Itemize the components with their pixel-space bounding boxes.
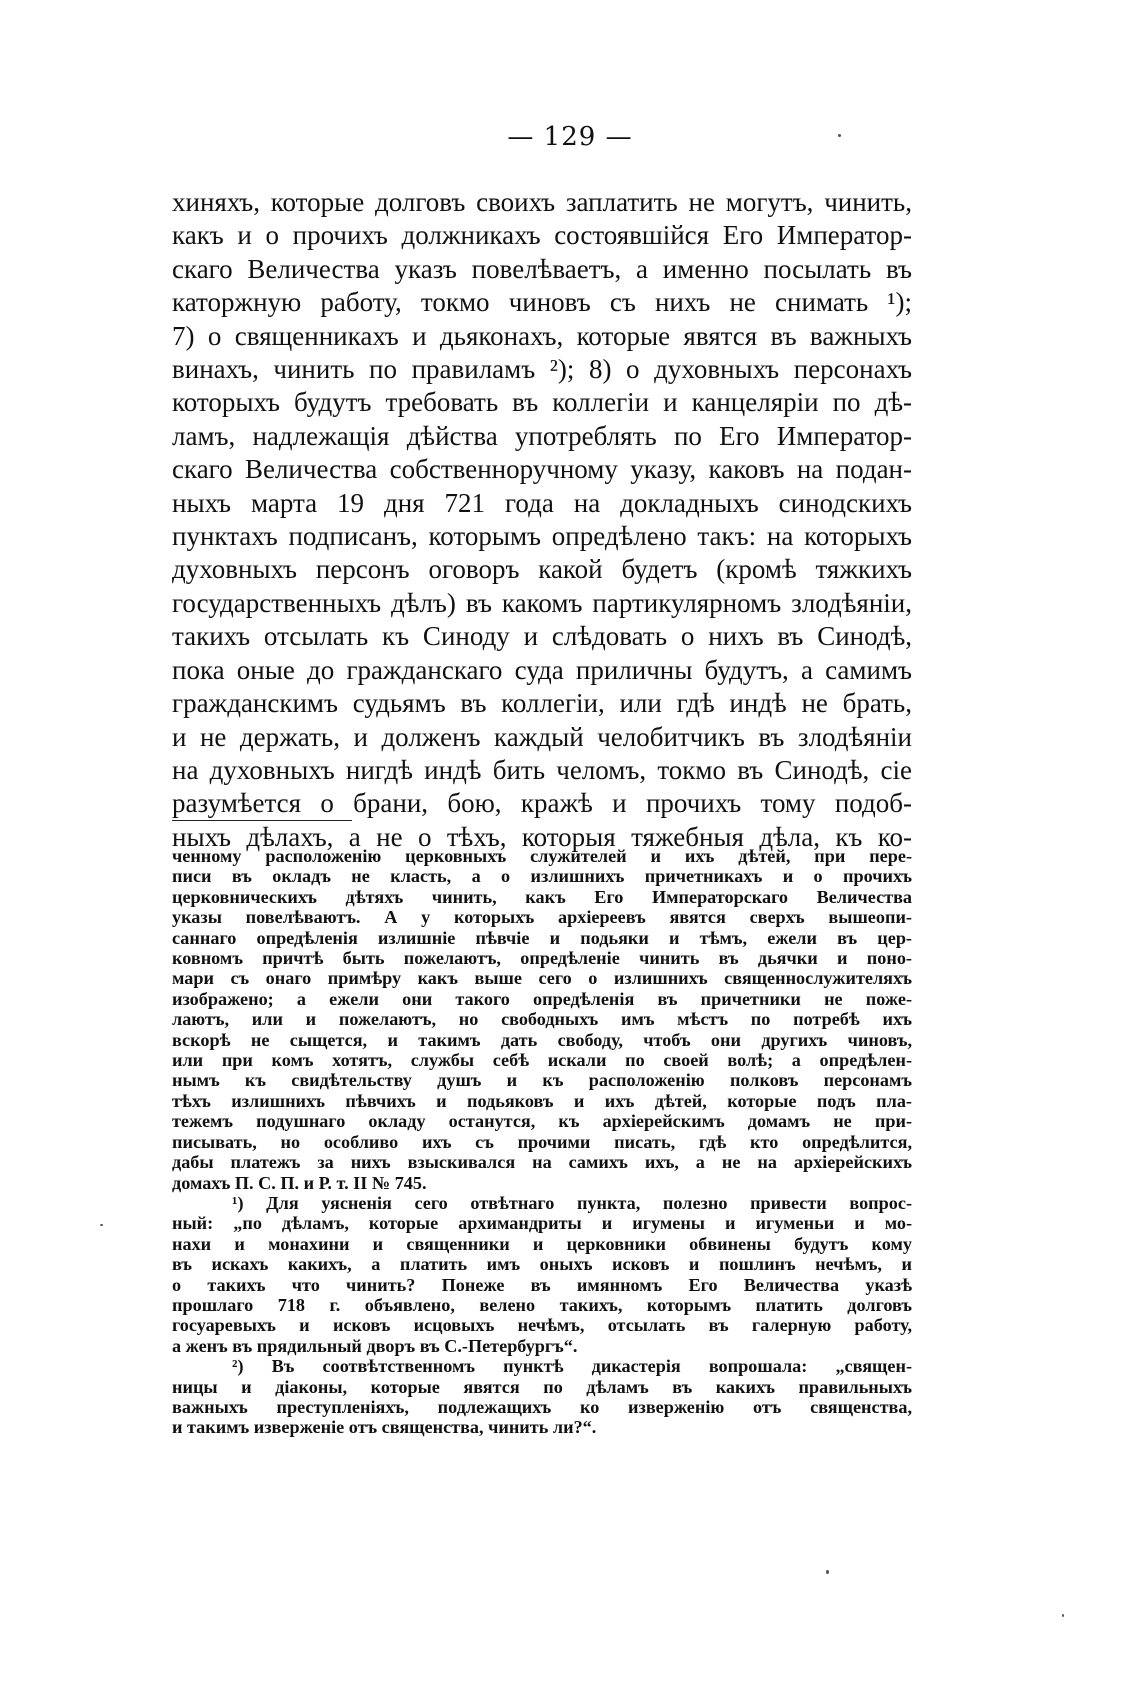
main-body-text bbox=[172, 186, 912, 854]
footnote-line: нахи и монахини и священники и церковники обвинены будутъ кому bbox=[172, 1233, 912, 1254]
body-line: скаго Величества указъ повелѣваетъ, а именно посылать въ bbox=[172, 253, 912, 284]
footnote-continuation bbox=[172, 846, 912, 1193]
footnote-line: лаютъ, или и пожелаютъ, но свободныхъ имъ мѣстъ по потребѣ ихъ bbox=[172, 1009, 912, 1030]
footnote-line: госуаревыхъ и исковъ исцовыхъ нечѣмъ, отсылать въ галерную работу, bbox=[172, 1315, 912, 1336]
body-line: 7) о священникахъ и дьяконахъ, которые явятся въ важныхъ bbox=[172, 320, 912, 351]
body-line: скаго Величества собственноручному указу, каковъ на подан- bbox=[172, 454, 912, 485]
body-line: которыхъ будутъ требовать въ коллегіи и канцеляріи по дѣ- bbox=[172, 387, 912, 418]
footnote-line: прошлаго 718 г. объявлено, велено такихъ, которымъ платить долговъ bbox=[172, 1294, 912, 1315]
footnote-line: ченному расположенію церковныхъ служителей и ихъ дѣтей, при пере- bbox=[172, 846, 912, 866]
footnote-line: въ искахъ какихъ, а платить имъ оныхъ исковъ и пошлинъ нечѣмъ, и bbox=[172, 1254, 912, 1275]
footnote-line: ²) Въ соотвѣтственномъ пунктѣ дикастерія вопрошала: „священ- bbox=[232, 1356, 912, 1377]
body-line: разумѣется о брани, бою, кражѣ и прочихъ тому подоб- bbox=[172, 788, 912, 819]
body-line: какъ и о прочихъ должникахъ состоявшійся Его Император- bbox=[172, 220, 912, 251]
body-line: ламъ, надлежащія дѣйства употреблять по Его Император- bbox=[172, 420, 912, 451]
footnote-line: указы повелѣваютъ. А у которыхъ архіереевъ явятся сверхъ вышеопи- bbox=[172, 907, 912, 928]
footnote-line: и такимъ изверженіе отъ священства, чинить ли?“. bbox=[172, 1417, 597, 1438]
body-line: пока оные до гражданскаго суда приличны будутъ, а самимъ bbox=[172, 654, 912, 685]
body-line: каторжную работу, токмо чиновъ съ нихъ не снимать ¹); bbox=[172, 287, 912, 318]
footnote-line: вскорѣ не сыщется, и такимъ дать свободу, чтобъ они другихъ чиновъ, bbox=[172, 1029, 912, 1050]
footnotes bbox=[172, 846, 912, 1438]
footnote-line: нымъ къ свидѣтельству душъ и къ расположенію полковъ персонамъ bbox=[172, 1070, 912, 1091]
footnote-line: дабы платежъ за нихъ взыскивался на самихъ ихъ, а не на архіерейскихъ bbox=[172, 1152, 912, 1173]
body-line: ныхъ марта 19 дня 721 года на докладныхъ синодскихъ bbox=[172, 487, 912, 518]
footnote-divider bbox=[172, 820, 352, 821]
footnote-line: саннаго опредѣленія излишніе пѣвчіе и подьяки и тѣмъ, ежели въ цер- bbox=[172, 927, 912, 948]
footnote-line: а женъ въ прядильный дворъ въ С.-Петербургъ“. bbox=[172, 1335, 578, 1356]
body-line: на духовныхъ нигдѣ индѣ бить челомъ, токмо въ Синодѣ, сіе bbox=[172, 754, 912, 785]
body-line: пунктахъ подписанъ, которымъ опредѣлено такъ: на которыхъ bbox=[172, 521, 912, 552]
body-line: винахъ, чинить по правиламъ ²); 8) о духовныхъ персонахъ bbox=[172, 354, 912, 385]
footnote-line: ¹) Для уясненія сего отвѣтнаго пункта, полезно привести вопрос- bbox=[232, 1192, 912, 1213]
body-line: и не держать, и долженъ каждый челобитчикъ въ злодѣяніи bbox=[172, 721, 912, 752]
footnote-line: церковническихъ дѣтяхъ чинить, какъ Его Императорскаго Величества bbox=[172, 886, 912, 907]
footnote-line: о такихъ что чинить? Понеже въ имянномъ Его Величества указѣ bbox=[172, 1274, 912, 1295]
page-number: — 129 — bbox=[507, 122, 633, 152]
footnote-line: писывать, но особливо ихъ съ прочими писать, гдѣ кто опредѣлится, bbox=[172, 1131, 912, 1152]
footnote-line: ковномъ причтѣ быть пожелаютъ, опредѣленіе чинить въ дьячки и поно- bbox=[172, 948, 912, 969]
footnote-1 bbox=[172, 1193, 912, 1356]
footnote-line: ницы и діаконы, которые явятся по дѣламъ въ какихъ правильныхъ bbox=[172, 1376, 912, 1397]
body-line: гражданскимъ судьямъ въ коллегіи, или гдѣ индѣ не брать, bbox=[172, 688, 912, 719]
body-line: ныхъ дѣлахъ, а не о тѣхъ, которыя тяжебныя дѣла, къ ко- bbox=[172, 821, 912, 852]
body-line: такихъ отсылать къ Синоду и слѣдовать о нихъ въ Синодѣ, bbox=[172, 621, 912, 652]
speck bbox=[826, 1570, 829, 1574]
footnote-line: тежемъ подушнаго окладу останутся, къ архіерейскимъ домамъ не при- bbox=[172, 1111, 912, 1132]
speck bbox=[838, 134, 841, 137]
footnote-line: изображено; а ежели они такого опредѣленія въ причетники не поже- bbox=[172, 988, 912, 1009]
speck bbox=[1062, 1614, 1064, 1617]
footnote-line: домахъ П. С. П. и Р. т. II № 745. bbox=[172, 1172, 427, 1193]
footnote-line: мари съ онаго примѣру какъ выше сего о излишнихъ священнослужителяхъ bbox=[172, 968, 912, 989]
footnote-line: важныхъ преступленіяхъ, подлежащихъ ко изверженію отъ священства, bbox=[172, 1396, 912, 1417]
body-line: духовныхъ персонъ оговоръ какой будетъ (кромѣ тяжкихъ bbox=[172, 554, 912, 585]
footnote-line: писи въ окладъ не класть, а о излишнихъ причетникахъ и о прочихъ bbox=[172, 866, 912, 887]
footnote-line: ный: „по дѣламъ, которые архимандриты и игумены и игуменьи и мо- bbox=[172, 1213, 912, 1234]
speck bbox=[100, 1224, 103, 1226]
footnote-line: или при комъ хотятъ, службы себѣ искали по своей волѣ; а опредѣлен- bbox=[172, 1050, 912, 1071]
footnote-2 bbox=[172, 1356, 912, 1438]
body-line: государственныхъ дѣлъ) въ какомъ партикулярномъ злодѣяніи, bbox=[172, 587, 912, 618]
footnote-line: тѣхъ излишнихъ пѣвчихъ и подьяковъ и ихъ дѣтей, которые подъ пла- bbox=[172, 1090, 912, 1111]
body-line: хиняхъ, которые долговъ своихъ заплатить не могутъ, чинить, bbox=[172, 187, 912, 217]
